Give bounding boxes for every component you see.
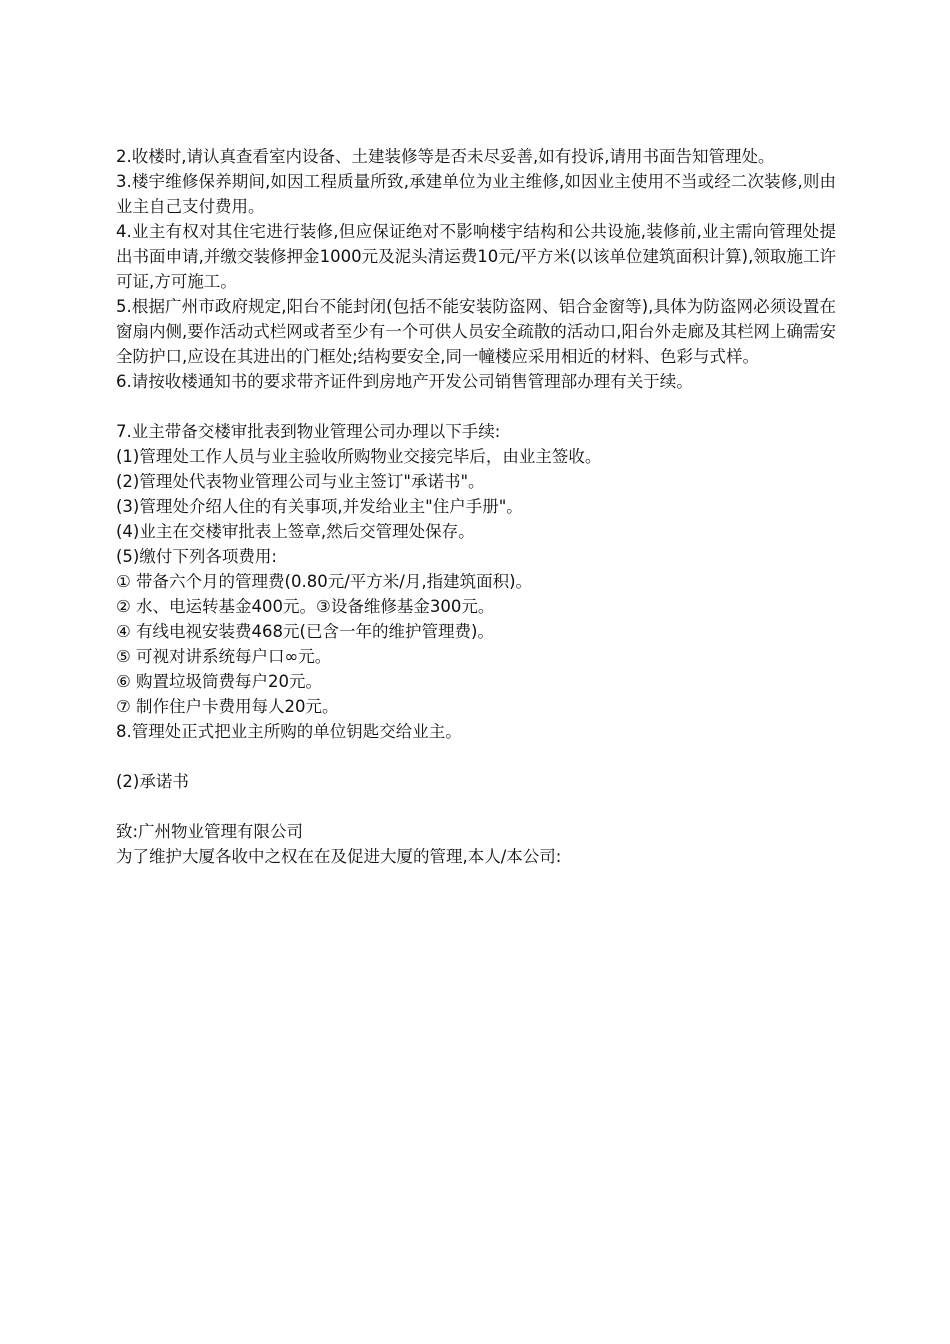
fee-item: ① 带备六个月的管理费(0.80元/平方米/月,指建筑面积)。 (116, 572, 533, 591)
procedure-step: (3)管理处介绍人住的有关事项,并发给业主"住户手册"。 (116, 497, 523, 516)
fee-item: ⑤ 可视对讲系统每户口∞元。 (116, 647, 332, 666)
fee-item: ⑥ 购置垃圾筒费每户20元。 (116, 672, 323, 691)
clause-6: 6.请按收楼通知书的要求带齐证件到房地产开发公司销售管理部办理有关于续。 (116, 372, 693, 391)
clause-8: 8.管理处正式把业主所购的单位钥匙交给业主。 (116, 722, 462, 741)
procedure-step: (2)管理处代表物业管理公司与业主签订"承诺书"。 (116, 472, 485, 491)
fee-item: ④ 有线电视安装费468元(已含一年的维护管理费)。 (116, 622, 494, 641)
clause-2: 2.收楼时,请认真查看室内设备、土建装修等是否未尽妥善,如有投诉,请用书面告知管理处。 (116, 147, 775, 166)
pledge-intro: 为了维护大厦各收中之权在在及促进大厦的管理,本人/本公司: (116, 847, 562, 866)
clause-4: 4.业主有权对其住宅进行装修,但应保证绝对不影响楼宇结构和公共设施,装修前,业主需向管理处提出书面申请,并缴交装修押金1000元及泥头清运费10元/平方米(以该单位建筑面积计算),领取施工许可证,方可施工。 (116, 222, 836, 291)
fee-item: ⑦ 制作住户卡费用每人20元。 (116, 697, 339, 716)
pledge-recipient: 致:广州物业管理有限公司 (116, 822, 304, 841)
fee-item: ② 水、电运转基金400元。③设备维修基金300元。 (116, 597, 495, 616)
clause-5: 5.根据广州市政府规定,阳台不能封闭(包括不能安装防盗网、铝合金窗等),具体为防盗网必须设置在窗扇内侧,要作活动式栏网或者至少有一个可供人员安全疏散的活动口,阳台外走廊及其栏网上确需安全防护口,应设在其进出的门框处;结构要安全,同一幢楼应采用相近的材料、色彩与式样。 (116, 297, 836, 366)
blank-line (116, 794, 836, 819)
procedures-heading: 7.业主带备交楼审批表到物业管理公司办理以下手续: (116, 422, 501, 441)
clause-3: 3.楼宇维修保养期间,如因工程质量所致,承建单位为业主维修,如因业主使用不当或经二次装修,则由业主自己支付费用。 (116, 172, 836, 216)
procedure-step: (1)管理处工作人员与业主验收所购物业交接完毕后，由业主签收。 (116, 447, 602, 466)
pledge-title: (2)承诺书 (116, 772, 189, 791)
blank-line (116, 394, 836, 419)
procedure-step: (4)业主在交楼审批表上签章,然后交管理处保存。 (116, 522, 475, 541)
document-page (116, 144, 836, 869)
procedure-step: (5)缴付下列各项费用: (116, 547, 277, 566)
blank-line (116, 744, 836, 769)
